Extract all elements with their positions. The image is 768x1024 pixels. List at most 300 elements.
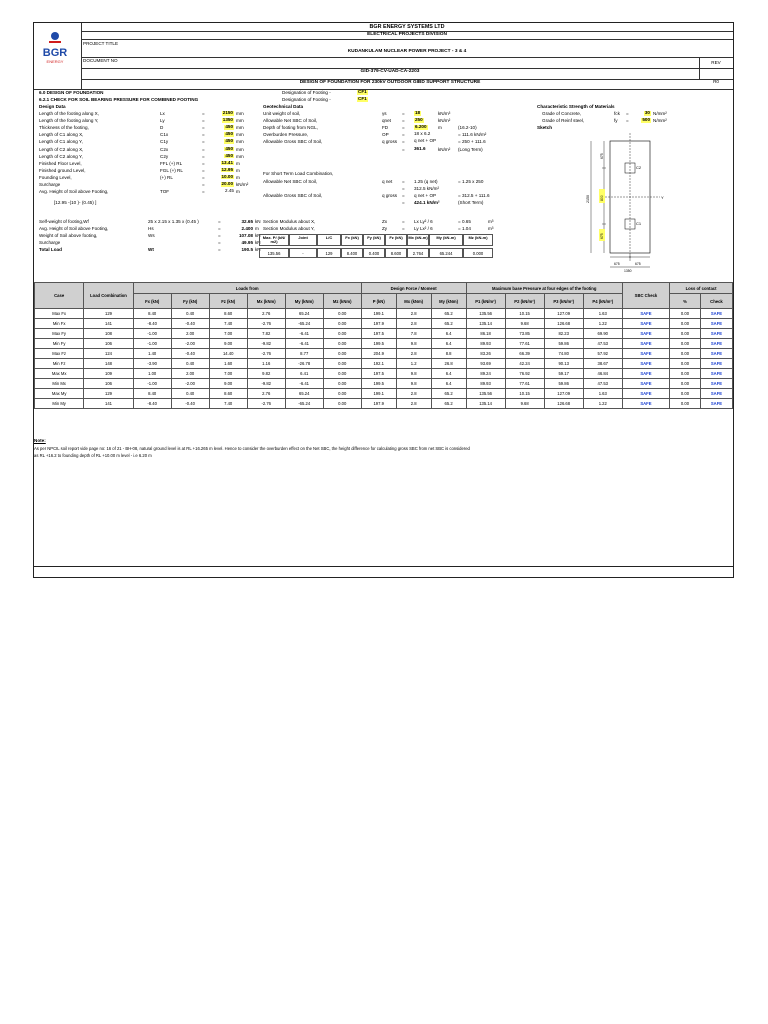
design-row-eq: =: [202, 153, 205, 159]
design-row-unit: mm: [236, 139, 244, 145]
weight-row-value: 49.95: [241, 240, 253, 246]
table-cell: -6.41: [285, 379, 323, 389]
table-cell: 141: [84, 319, 133, 329]
col-loads-from: Loads from: [133, 283, 361, 294]
table-cell: 6.4: [431, 329, 466, 339]
table-cell: 0.00: [323, 389, 361, 399]
geotech-row-symbol: OP: [382, 132, 389, 138]
material-row-value: 30: [644, 110, 650, 115]
short-row-extra: = 312.5 + 111.6: [458, 193, 490, 199]
max-table-header: Joint: [289, 234, 317, 246]
dim-total-x: 1350: [624, 269, 632, 273]
table-cell: 109: [84, 369, 133, 379]
table-cell: Min Mx: [35, 379, 84, 389]
table-cell: 74.80: [544, 349, 583, 359]
table-cell: 135.14: [466, 399, 505, 409]
table-cell: 9.8: [396, 339, 431, 349]
table-cell: -2.76: [247, 319, 285, 329]
design-row-value: 20.00: [221, 181, 233, 186]
table-row: [35, 349, 733, 359]
max-table-value: 65.244: [429, 248, 463, 258]
table-cell: SAFE: [700, 379, 732, 389]
design-row-symbol: FFL (+) RL: [160, 160, 183, 166]
table-cell: -65.24: [285, 399, 323, 409]
design-data-title: Design Data: [39, 104, 66, 109]
weight-row-eq: =: [218, 247, 221, 253]
geotech-row-unit: kN/m³: [438, 111, 451, 116]
table-cell: 47.53: [583, 379, 622, 389]
design-row-value: 450: [225, 131, 233, 137]
geotech-row-symbol: γs: [382, 111, 387, 116]
sub-header: Check: [700, 294, 732, 309]
max-table-value: 8.400: [341, 248, 363, 258]
title-rule: [81, 57, 733, 58]
table-cell: 8.60: [209, 389, 247, 399]
modulus-row-value: Lx Ly² / 6: [414, 219, 433, 224]
table-cell: SAFE: [622, 359, 669, 369]
design-row-unit: mm: [236, 132, 244, 138]
results-table: [34, 282, 733, 409]
table-cell: 0.00: [323, 319, 361, 329]
design-row-value: 450: [225, 145, 233, 151]
table-cell: 1.16: [247, 359, 285, 369]
geotech-row-eq: =: [402, 132, 405, 138]
table-cell: Max My: [35, 389, 84, 399]
table-cell: 9.00: [209, 339, 247, 349]
table-cell: 0.00: [670, 369, 701, 379]
table-cell: 126.68: [544, 399, 583, 409]
design-row-symbol: Ly: [160, 118, 165, 124]
weight-row-label: Avg. Height of Soil above Footing,: [39, 226, 109, 232]
dim-mid: 800: [600, 195, 604, 201]
design-row-eq: =: [202, 189, 205, 195]
modulus-row-symbol: Zy: [382, 226, 388, 232]
modulus-row-result: = 0.65: [458, 219, 471, 224]
company-logo: [40, 31, 70, 67]
short-row-eq: =: [402, 186, 405, 192]
short-row-value: q net + OP: [414, 193, 437, 199]
table-cell: 197.9: [361, 319, 396, 329]
short-row-extra: (Short Term): [458, 200, 484, 206]
table-cell: 0.00: [670, 309, 701, 319]
table-cell: Max Mx: [35, 369, 84, 379]
table-cell: 1.22: [583, 399, 622, 409]
table-cell: 65.2: [431, 389, 466, 399]
geotech-row-unit: kN/m²: [438, 118, 451, 124]
col-case: Case: [35, 283, 84, 309]
table-cell: 0.00: [670, 389, 701, 399]
table-cell: 192.1: [361, 359, 396, 369]
table-cell: SAFE: [700, 369, 732, 379]
note-title: Note:: [34, 438, 46, 443]
table-cell: -3.90: [133, 359, 171, 369]
table-cell: 59.86: [544, 379, 583, 389]
short-row-value: 1.25 (q net): [414, 179, 438, 184]
table-cell: 65.2: [431, 319, 466, 329]
table-cell: 9.68: [505, 399, 544, 409]
design-row-eq: =: [202, 174, 205, 180]
design-row-value: 10.00: [221, 173, 233, 179]
sub-header: P3 (kN/m²): [544, 294, 583, 309]
table-cell: 6.41: [285, 369, 323, 379]
modulus-row-symbol: Zx: [382, 219, 388, 224]
material-row-eq: =: [626, 111, 629, 116]
table-cell: 0.00: [670, 399, 701, 409]
max-table-value: 0.000: [463, 248, 493, 258]
design-row-label: Finished ground Level,: [39, 167, 86, 173]
design-row-symbol: C1y: [160, 139, 169, 145]
designation-value: CF1: [358, 89, 367, 94]
geotech-row-eq: =: [402, 125, 405, 131]
table-cell: 0.40: [171, 309, 209, 319]
table-cell: 47.53: [583, 339, 622, 349]
table-cell: Min Fx: [35, 319, 84, 329]
design-row-eq: =: [202, 139, 205, 145]
design-row-unit: mm: [236, 146, 244, 152]
table-cell: 135.14: [466, 319, 505, 329]
materials-title: Characteristic Strength of Materials: [537, 104, 615, 109]
table-cell: SAFE: [622, 349, 669, 359]
table-cell: 197.9: [361, 399, 396, 409]
table-cell: -9.82: [247, 339, 285, 349]
geotech-row-value: 361.6: [414, 145, 426, 151]
table-cell: 7.00: [209, 329, 247, 339]
table-cell: 0.40: [171, 359, 209, 369]
sub-header: Fx (kN): [133, 294, 171, 309]
table-cell: -0.40: [171, 319, 209, 329]
table-cell: -2.00: [171, 379, 209, 389]
document-subject: DESIGN OF FOUNDATION FOR 230kV OUTDOOR GIBD SUPPORT STRUCTURE: [299, 80, 481, 85]
table-cell: Min Fz: [35, 359, 84, 369]
short-term-title: For Short Term Load Combination,: [263, 171, 334, 176]
table-cell: 26.8: [431, 359, 466, 369]
max-table-header: Fz (kN): [385, 234, 407, 246]
document-no-label: DOCUMENT NO: [83, 58, 118, 63]
geotech-row-symbol: qnet: [382, 118, 391, 124]
table-cell: SAFE: [700, 349, 732, 359]
note-line-2: as RL +16.2 to founding depth of RL +10.00 m level - i.e 6.20 m: [34, 453, 152, 458]
table-cell: 1.00: [133, 369, 171, 379]
table-cell: SAFE: [622, 329, 669, 339]
design-row-value: 12.95: [221, 166, 233, 172]
table-cell: 1.2: [396, 359, 431, 369]
c1-label: C1: [636, 221, 642, 226]
table-cell: -6.41: [285, 339, 323, 349]
weight-row-eq: =: [218, 219, 221, 224]
geotech-row-eq: =: [402, 139, 405, 145]
footer-bar: [33, 566, 734, 578]
geotech-row-extra: (Long Term): [458, 146, 483, 152]
table-cell: 57.92: [583, 349, 622, 359]
table-cell: 8.60: [209, 309, 247, 319]
modulus-row-label: Section Modulus about Y,: [263, 226, 315, 232]
design-row-unit: mm: [236, 125, 244, 131]
footing-sketch: [536, 133, 732, 273]
dim-total-y: 2150: [586, 195, 590, 203]
design-row-value: 450: [225, 138, 233, 144]
table-cell: -9.82: [247, 379, 285, 389]
table-cell: 14.40: [209, 349, 247, 359]
sub-header: Mx (kNm): [396, 294, 431, 309]
table-cell: 89.93: [466, 339, 505, 349]
design-row-value: 450: [225, 152, 233, 158]
table-cell: 0.00: [670, 339, 701, 349]
table-cell: Max Fz: [35, 349, 84, 359]
table-cell: SAFE: [700, 319, 732, 329]
table-cell: -1.00: [133, 379, 171, 389]
weight-row-label: Weight of Soil above footing,: [39, 233, 98, 239]
design-row-eq: =: [202, 167, 205, 173]
table-cell: SAFE: [700, 359, 732, 369]
weight-row-eq: =: [218, 240, 221, 246]
table-cell: 127.09: [544, 389, 583, 399]
table-cell: 9.68: [505, 319, 544, 329]
table-cell: Min Fy: [35, 339, 84, 349]
short-row-extra: = 1.25 x 250: [458, 179, 484, 184]
table-cell: 2.00: [171, 329, 209, 339]
max-table-value: 2.764: [407, 248, 429, 258]
design-row-symbol: C1x: [160, 132, 169, 138]
table-row: [35, 319, 733, 329]
geotech-row-unit: kN/m²: [438, 146, 451, 152]
geotech-row-extra: = 111.6 kN/m²: [458, 132, 487, 138]
dim-x2: 675: [635, 262, 641, 266]
sub-header: %: [670, 294, 701, 309]
sub-header: Mz (kNm): [323, 294, 361, 309]
design-row-unit: m: [236, 174, 240, 180]
table-cell: 199.5: [361, 379, 396, 389]
max-table-value: 129: [317, 248, 341, 258]
table-cell: 0.00: [323, 349, 361, 359]
table-cell: 7.00: [209, 369, 247, 379]
table-cell: Max Fx: [35, 309, 84, 319]
table-cell: -8.40: [133, 399, 171, 409]
table-cell: 2.8: [396, 319, 431, 329]
sub-header: P (kN): [361, 294, 396, 309]
weight-row-unit: kN: [255, 247, 261, 253]
weight-row-label: Total Load: [39, 247, 62, 253]
modulus-row-value: Ly Lx² / 6: [414, 226, 433, 232]
project-title: KUDANKULAM NUCLEAR POWER PROJECT - 3 & 4: [347, 49, 467, 54]
table-cell: SAFE: [700, 399, 732, 409]
weight-row-expr: Wt: [148, 247, 154, 253]
design-row-label: Avg. Height of Soil above Footing,: [39, 189, 109, 195]
table-cell: 7.8: [396, 329, 431, 339]
table-cell: 0.40: [171, 389, 209, 399]
col-load-combination: Load Combination: [84, 283, 133, 309]
table-cell: 73.85: [505, 329, 544, 339]
short-row-eq: =: [402, 193, 405, 199]
max-table-value: 8.600: [385, 248, 407, 258]
table-cell: 141: [84, 399, 133, 409]
modulus-row-result: = 1.04: [458, 226, 471, 232]
table-cell: 86.18: [466, 329, 505, 339]
table-cell: 65.2: [431, 309, 466, 319]
table-cell: 6.4: [431, 379, 466, 389]
table-cell: 204.9: [361, 349, 396, 359]
table-cell: SAFE: [622, 399, 669, 409]
table-cell: Max Fy: [35, 329, 84, 339]
table-cell: 0.00: [670, 349, 701, 359]
svg-text:ENERGY: ENERGY: [46, 59, 64, 64]
design-row-value: 2.45: [225, 188, 234, 194]
max-table-value: -: [289, 248, 317, 258]
weight-row-expr: Hs: [148, 226, 154, 232]
design-row-label: Length of the footing along X,: [39, 111, 100, 116]
table-cell: 69.90: [583, 329, 622, 339]
modulus-row-eq: =: [402, 219, 405, 224]
table-row: [35, 329, 733, 339]
table-cell: 59.86: [544, 339, 583, 349]
table-cell: 0.00: [670, 329, 701, 339]
rev-label: REV: [711, 60, 721, 65]
modulus-row-unit: m³: [488, 219, 494, 224]
rev-value: R0: [713, 79, 719, 84]
geotech-row-symbol: q gross: [382, 139, 398, 145]
sub-header: P4 (kN/m²): [583, 294, 622, 309]
material-row-eq: =: [626, 118, 629, 124]
table-cell: SAFE: [622, 379, 669, 389]
table-cell: SAFE: [622, 319, 669, 329]
document-no: GID-379-CV-UAD-CA-2203: [360, 69, 420, 74]
table-cell: Min My: [35, 399, 84, 409]
design-row-symbol: FGL (+) RL: [160, 167, 183, 173]
geotech-row-eq: =: [402, 118, 405, 124]
note-line-1: As per NPCIL soil report vide page no: 16 of 21 - BH-08, natural ground level is at RL +16.265 m level. Hence to consider the overburden effect on the Net SBC, the height difference for calculating gross SBC from net SBC is considered: [34, 446, 470, 451]
short-row-symbol: q gross: [382, 193, 398, 199]
table-cell: 0.00: [323, 329, 361, 339]
sub-header: Fy (kN): [171, 294, 209, 309]
table-cell: 129: [84, 389, 133, 399]
table-cell: 9.8: [396, 369, 431, 379]
table-cell: 129: [84, 309, 133, 319]
table-cell: 199.1: [361, 389, 396, 399]
weight-row-eq: =: [218, 233, 221, 239]
sub-header: My (kNm): [285, 294, 323, 309]
table-cell: 65.24: [285, 389, 323, 399]
table-cell: 0.00: [323, 309, 361, 319]
weight-row-value: 107.08: [238, 233, 253, 239]
table-cell: 0.00: [670, 379, 701, 389]
svg-text:BGR: BGR: [42, 47, 68, 59]
table-cell: -26.78: [285, 359, 323, 369]
table-cell: 7.40: [209, 319, 247, 329]
sub-header: P2 (kN/m²): [505, 294, 544, 309]
table-cell: 8.8: [431, 349, 466, 359]
design-row-value: 1350: [222, 117, 233, 123]
design-row-value: 13.41: [221, 159, 233, 165]
table-cell: -0.40: [171, 349, 209, 359]
table-cell: 135.56: [466, 309, 505, 319]
design-row-symbol: (+) RL: [160, 174, 173, 180]
title-rule: [81, 39, 733, 40]
max-table-header: L/C: [317, 234, 341, 246]
table-cell: 6.4: [431, 339, 466, 349]
weight-row-label: Surcharge: [39, 240, 61, 246]
design-row-label: Finished Floor Level,: [39, 160, 82, 166]
table-cell: -2.76: [247, 399, 285, 409]
table-cell: 9.00: [209, 379, 247, 389]
design-row-unit: mm: [236, 111, 244, 116]
material-row-unit: N/mm²: [653, 118, 667, 124]
table-cell: 124: [84, 349, 133, 359]
table-cell: 0.00: [323, 359, 361, 369]
geotech-row-value: q net + OP: [414, 138, 437, 144]
table-cell: 46.84: [583, 369, 622, 379]
table-cell: 38.67: [583, 359, 622, 369]
table-cell: 2.8: [396, 399, 431, 409]
table-row: [35, 339, 733, 349]
design-row-symbol: TOF: [160, 189, 170, 195]
table-cell: 89.93: [466, 379, 505, 389]
design-row-symbol: Lx: [160, 111, 165, 116]
geotech-row-label: Overburden Pressure,: [263, 132, 309, 138]
design-row-label: Founding Level,: [39, 174, 72, 180]
design-row-unit: m: [236, 160, 240, 166]
table-cell: 127.09: [544, 309, 583, 319]
col-design-force: Design Force / Moment: [361, 283, 466, 294]
short-row-value: 424.1 kN/m²: [414, 200, 440, 206]
design-row-symbol: C2y: [160, 153, 169, 159]
table-cell: 197.5: [361, 329, 396, 339]
geotech-row-label: Unit weight of soil,: [263, 111, 301, 116]
table-cell: 0.00: [323, 379, 361, 389]
table-cell: 148: [84, 359, 133, 369]
modulus-row-eq: =: [402, 226, 405, 232]
material-row-symbol: fck: [614, 111, 620, 116]
table-cell: -2.76: [247, 349, 285, 359]
weight-row-expr: 25 x 2.15 x 1.35 x (0.45 ): [148, 219, 199, 224]
geotech-row-value: 18 x 6.2: [414, 131, 431, 137]
sub-header: Mx (kNm): [247, 294, 285, 309]
weight-row-value: 2.400: [241, 226, 253, 232]
design-row-value: 2150: [222, 110, 233, 115]
geotech-row-eq: =: [402, 111, 405, 116]
results-body: [35, 309, 733, 409]
table-cell: 9.8: [396, 379, 431, 389]
design-row-eq: =: [202, 125, 205, 131]
table-cell: 0.00: [323, 399, 361, 409]
table-row: [35, 309, 733, 319]
table-cell: 197.5: [361, 369, 396, 379]
modulus-row-label: Section Modulus about X,: [263, 219, 316, 224]
table-cell: 0.00: [323, 339, 361, 349]
table-cell: -2.00: [171, 339, 209, 349]
weight-row-expr: Ws: [148, 233, 155, 239]
c2-label: C2: [636, 165, 642, 170]
dim-top: 675: [600, 153, 604, 159]
design-row-value: 450: [225, 124, 233, 130]
table-cell: -1.00: [133, 339, 171, 349]
division-name: ELECTRICAL PROJECTS DIVISION: [367, 32, 447, 37]
design-row-unit: mm: [236, 153, 244, 159]
max-table-header: Fx (kN): [341, 234, 363, 246]
table-row: [35, 399, 733, 409]
short-row-value: 312.5 kN/m²: [414, 186, 440, 192]
designation-value: CF1: [358, 96, 367, 101]
material-row-unit: N/mm²: [653, 111, 667, 116]
geotech-title: Geotechnical Data: [263, 104, 304, 109]
sub-header: P1 (kN/m²): [466, 294, 505, 309]
axis-y-label: Y: [661, 195, 664, 200]
designation-label: Designation of Footing -: [282, 90, 331, 95]
table-cell: 2.8: [396, 389, 431, 399]
geotech-row-symbol: FD: [382, 125, 389, 131]
geotech-row-extra: (16.2-10): [458, 125, 477, 131]
table-cell: 77.61: [505, 339, 544, 349]
table-cell: SAFE: [622, 389, 669, 399]
table-cell: 2.8: [396, 309, 431, 319]
